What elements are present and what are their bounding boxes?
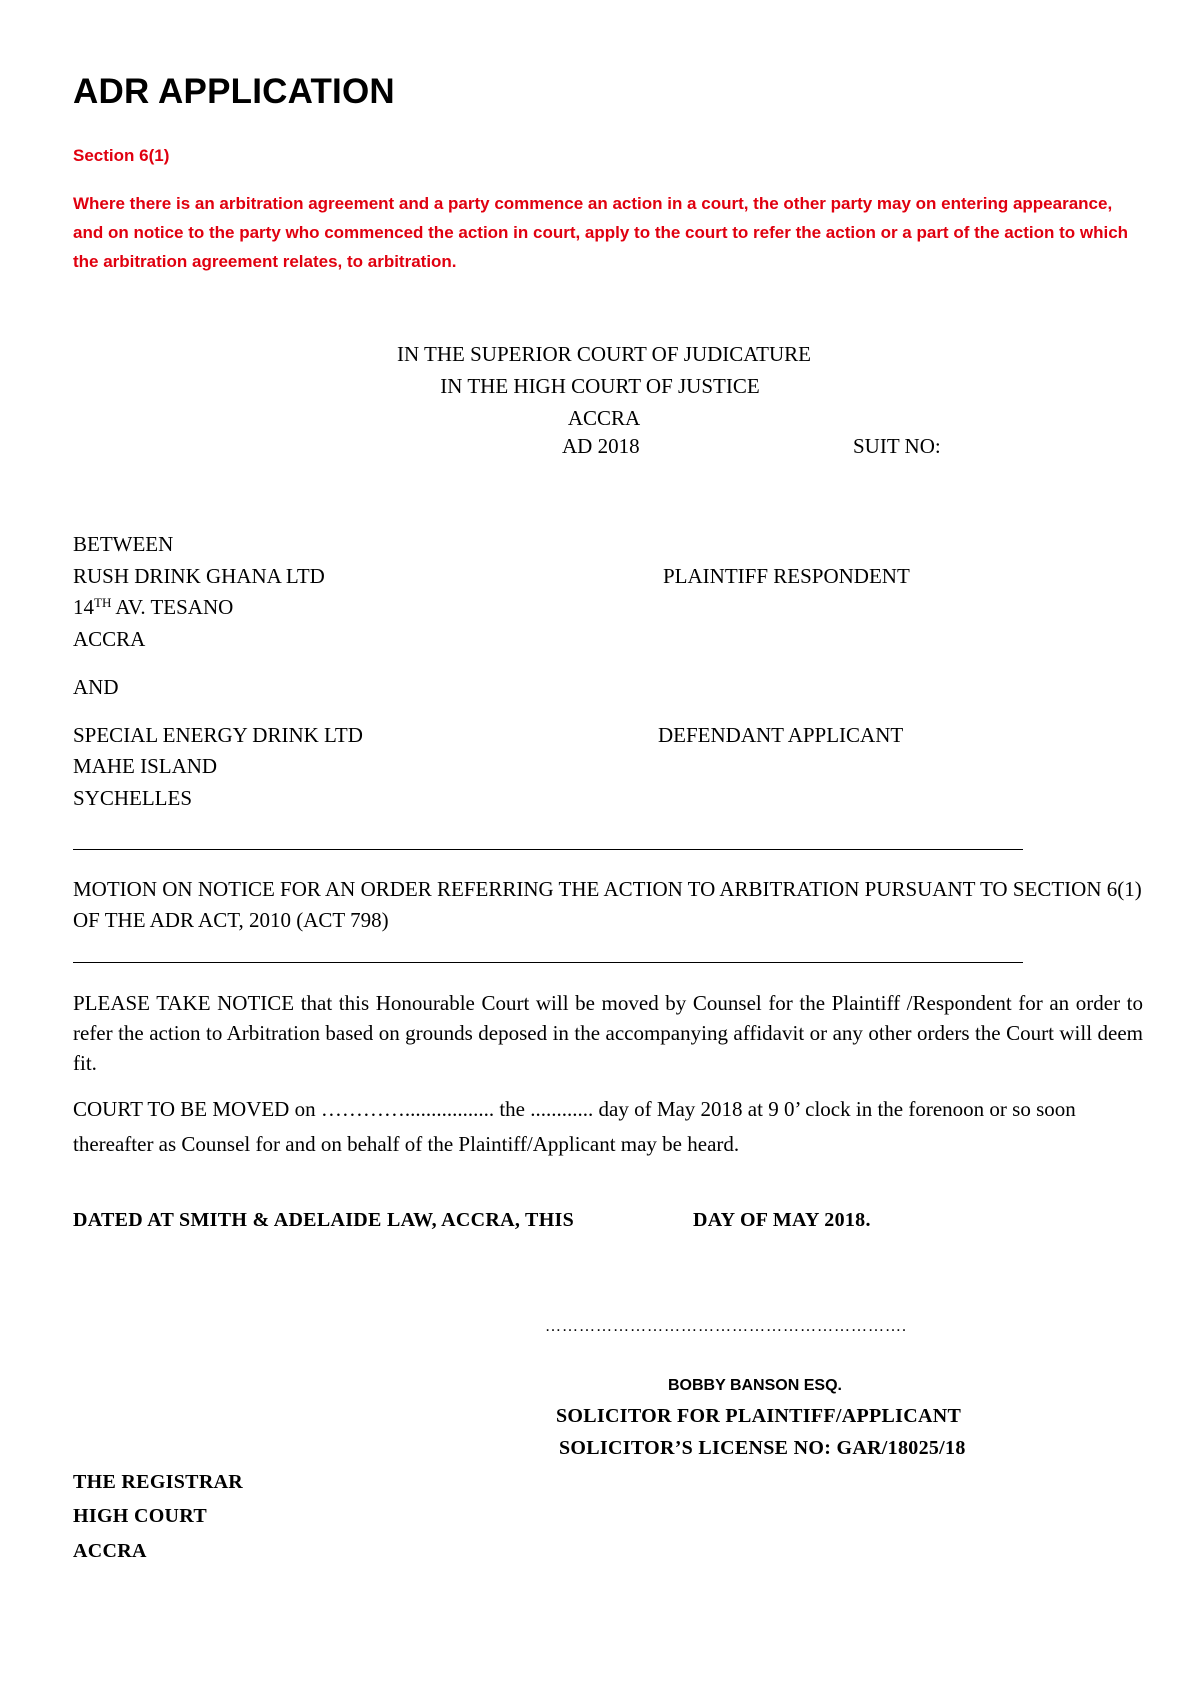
notice-paragraph: PLEASE TAKE NOTICE that this Honourable Court will be moved by Counsel for the Plaintiff /Respondent for an order to refer the action to Arbitration based on grounds deposed in the accompanying affidavit or any other orders the Court will deem fit. bbox=[73, 991, 1143, 1075]
court-line-city: ACCRA bbox=[567, 406, 641, 430]
plaintiff-role: PLAINTIFF RESPONDENT bbox=[663, 564, 910, 588]
motion-title: MOTION ON NOTICE FOR AN ORDER REFERRING THE ACTION TO ARBITRATION PURSUANT TO SECTION 6(1) OF THE ADR ACT, 2010 (ACT 798) bbox=[73, 877, 1142, 932]
plaintiff-address bbox=[73, 591, 233, 623]
defendant-country: SYCHELLES bbox=[73, 786, 193, 810]
solicitor-license: SOLICITOR’S LICENSE NO: GAR/18025/18 bbox=[559, 1437, 966, 1459]
between-label: BETWEEN bbox=[73, 532, 174, 556]
defendant-role: DEFENDANT APPLICANT bbox=[658, 723, 904, 747]
court-year: AD 2018 bbox=[562, 434, 640, 458]
court-line-superior: IN THE SUPERIOR COURT OF JUDICATURE bbox=[397, 342, 811, 366]
divider-top bbox=[73, 849, 1023, 850]
defendant-name: SPECIAL ENERGY DRINK LTD bbox=[73, 723, 363, 747]
signatory-title: SOLICITOR FOR PLAINTIFF/APPLICANT bbox=[556, 1405, 962, 1427]
signatory-name: BOBBY BANSON ESQ. bbox=[668, 1377, 842, 1394]
court-heading bbox=[0, 338, 1200, 434]
divider-bottom bbox=[73, 962, 1023, 963]
plaintiff-name: RUSH DRINK GHANA LTD bbox=[73, 564, 325, 588]
court-moved-paragraph: COURT TO BE MOVED on …………................. the ............ day of May 2018 at 9 0’ clock in the forenoon or so soon thereafter as Counsel for and on behalf of the Plaintiff/Applicant may be heard. bbox=[73, 1097, 1076, 1156]
addressee-court: HIGH COURT bbox=[73, 1505, 207, 1527]
plaintiff-address-number: 14 bbox=[73, 595, 94, 619]
court-line-high-court: IN THE HIGH COURT OF JUSTICE bbox=[440, 374, 760, 398]
section-text: Where there is an arbitration agreement and a party commence an action in a court, the other party may on entering appearance, and on notice to the party who commenced the action in court, apply to the court to refer the action or a part of the action to which the arbitration agreement relates, to arbitration. bbox=[73, 194, 1129, 271]
plaintiff-city: ACCRA bbox=[73, 627, 146, 651]
defendant-address: MAHE ISLAND bbox=[73, 754, 218, 778]
and-label: AND bbox=[73, 675, 119, 699]
dated-line: DATED AT SMITH & ADELAIDE LAW, ACCRA, THIS bbox=[73, 1209, 575, 1231]
plaintiff-address-suffix: TH bbox=[94, 595, 112, 610]
document-title: ADR APPLICATION bbox=[73, 72, 395, 111]
addressee-registrar: THE REGISTRAR bbox=[73, 1471, 244, 1493]
suit-number-label: SUIT NO: bbox=[853, 434, 941, 458]
dated-day: DAY OF MAY 2018. bbox=[693, 1209, 871, 1231]
section-heading: Section 6(1) bbox=[73, 146, 170, 165]
plaintiff-address-street: AV. TESANO bbox=[111, 595, 234, 619]
addressee-city: ACCRA bbox=[73, 1540, 147, 1562]
signature-line: ………………………………………………………. bbox=[545, 1318, 907, 1335]
